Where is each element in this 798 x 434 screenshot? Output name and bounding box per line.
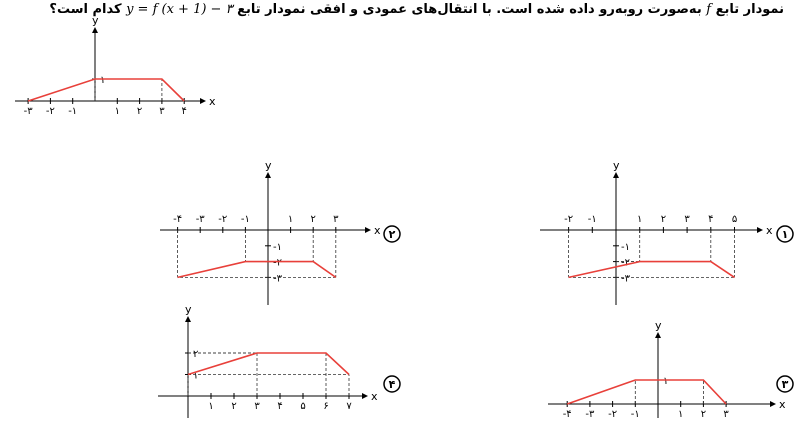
graph-option-1-y-arrow <box>613 172 619 178</box>
graph-main-x-tick-label: -۳ <box>23 106 33 117</box>
function-expression: y = f (x + 1) − ۳ <box>126 2 233 17</box>
graph-option-3-function-line <box>567 380 726 404</box>
graph-option-1-y-tick-label: -۲ <box>621 257 630 269</box>
graph-main-y-tick-label: ۱ <box>100 75 106 86</box>
graph-option-4-x-tick-label: ۱ <box>208 401 214 412</box>
graph-option-3-y-arrow <box>655 332 661 338</box>
graph-main-x-tick-label: -۱ <box>68 106 78 117</box>
graph-option-2-x-tick-label: -۲ <box>218 214 228 225</box>
graph-option-2-y-tick-label: -۳ <box>273 273 282 285</box>
graph-option-1-x-tick-label: ۵ <box>731 214 738 225</box>
graph-option-4-option-number: ۴ <box>388 378 396 391</box>
graph-option-1-x-tick-label: -۱ <box>587 214 597 225</box>
graph-main-x-tick-label: ۱ <box>114 106 120 117</box>
question-part-1: نمودار تابع <box>715 2 784 17</box>
graph-option-3-y-tick-label: ۱ <box>663 376 669 387</box>
graph-main-x-tick-label: ۳ <box>159 106 165 117</box>
graph-option-4-x-tick-label: ۲ <box>231 401 237 412</box>
graph-option-2-x-tick-label: ۲ <box>310 214 316 225</box>
graph-main-y-arrow <box>92 27 98 33</box>
graph-option-1-y-label: y <box>613 159 620 172</box>
graph-option-2-x-tick-label: -۳ <box>195 214 205 225</box>
graph-option-4-function-line <box>188 353 349 375</box>
graph-option-2-function-line <box>178 262 336 278</box>
graph-option-3-x-tick-label: -۴ <box>562 409 572 420</box>
function-symbol: f <box>706 2 712 17</box>
question-part-2: به‌صورت روبه‌رو داده شده است. با انتقال‌های عمودی و افقی نمودار تابع <box>237 2 702 17</box>
graph-option-2-x-label: x <box>374 224 381 237</box>
graph-option-3-x-arrow <box>770 401 776 407</box>
graph-option-2-x-tick-label: -۱ <box>240 214 250 225</box>
graph-option-1-x-tick-label: ۲ <box>660 214 667 225</box>
graph-option-1-y-tick-label: -۳ <box>621 273 630 285</box>
graph-main-function-line <box>28 79 184 101</box>
graph-main-x-tick-label: ۲ <box>136 106 143 117</box>
graph-option-3-x-tick-label: -۱ <box>630 409 640 420</box>
graph-option-4-x-tick-label: ۷ <box>346 401 352 412</box>
question-part-3: کدام است؟ <box>49 2 122 17</box>
graph-option-3-x-tick-label: ۲ <box>700 409 707 420</box>
graph-option-4-y-arrow <box>185 316 191 322</box>
graph-option-3-x-tick-label: -۲ <box>608 409 618 420</box>
graph-option-3-x-tick-label: -۳ <box>585 409 595 420</box>
graph-main-x-tick-label: -۲ <box>45 106 55 117</box>
graph-option-3-x-tick-label: ۱ <box>678 409 684 420</box>
graph-option-2-y-arrow <box>265 172 271 178</box>
graph-main-x-label: x <box>209 95 216 108</box>
graph-option-1-option-number: ۱ <box>781 228 789 241</box>
graph-option-2-x-tick-label: ۳ <box>333 214 339 225</box>
graph-option-1-x-arrow <box>757 227 763 233</box>
graph-option-2-x-arrow <box>365 227 371 233</box>
graph-option-4-x-tick-label: ۴ <box>277 401 283 412</box>
graph-main-x-tick-label: ۴ <box>181 106 187 117</box>
graph-main-x-arrow <box>200 98 206 104</box>
graph-option-4-x-tick-label: ۳ <box>254 401 260 412</box>
graph-option-3-x-tick-label: ۳ <box>723 409 729 420</box>
graph-option-2-y-tick-label: -۲ <box>273 257 282 269</box>
graph-option-4-x-tick-label: ۵ <box>300 401 306 412</box>
graph-option-4-y-tick-label: ۱ <box>193 370 199 382</box>
graph-option-2-option-number: ۲ <box>388 228 396 241</box>
graph-option-4-x-tick-label: ۶ <box>323 401 329 412</box>
graph-option-4-x-label: x <box>371 390 378 403</box>
graph-option-1-x-label: x <box>766 224 773 237</box>
graph-option-1-x-tick-label: ۱ <box>637 214 643 225</box>
graph-option-1-x-tick-label: -۲ <box>564 214 574 225</box>
graph-main-y-label: y <box>92 14 99 27</box>
graph-option-1-x-tick-label: ۴ <box>708 214 714 225</box>
graph-option-4-x-arrow <box>362 393 368 399</box>
graph-option-3-x-label: x <box>779 398 786 411</box>
graph-option-1-y-tick-label: -۱ <box>621 241 630 253</box>
graph-option-2-y-label: y <box>265 159 272 172</box>
graph-option-1-function-line <box>569 262 735 278</box>
graph-option-2-y-tick-label: -۱ <box>273 241 282 253</box>
graph-option-4-y-tick-label: ۲ <box>193 349 199 360</box>
graph-option-3-option-number: ۳ <box>781 378 789 391</box>
graph-option-2-x-tick-label: ۱ <box>287 214 294 225</box>
graph-option-2-x-tick-label: -۴ <box>173 214 183 225</box>
graph-option-1-x-tick-label: ۳ <box>684 214 690 225</box>
graph-option-4-y-label: y <box>185 303 192 316</box>
graph-option-3-y-label: y <box>655 319 662 332</box>
